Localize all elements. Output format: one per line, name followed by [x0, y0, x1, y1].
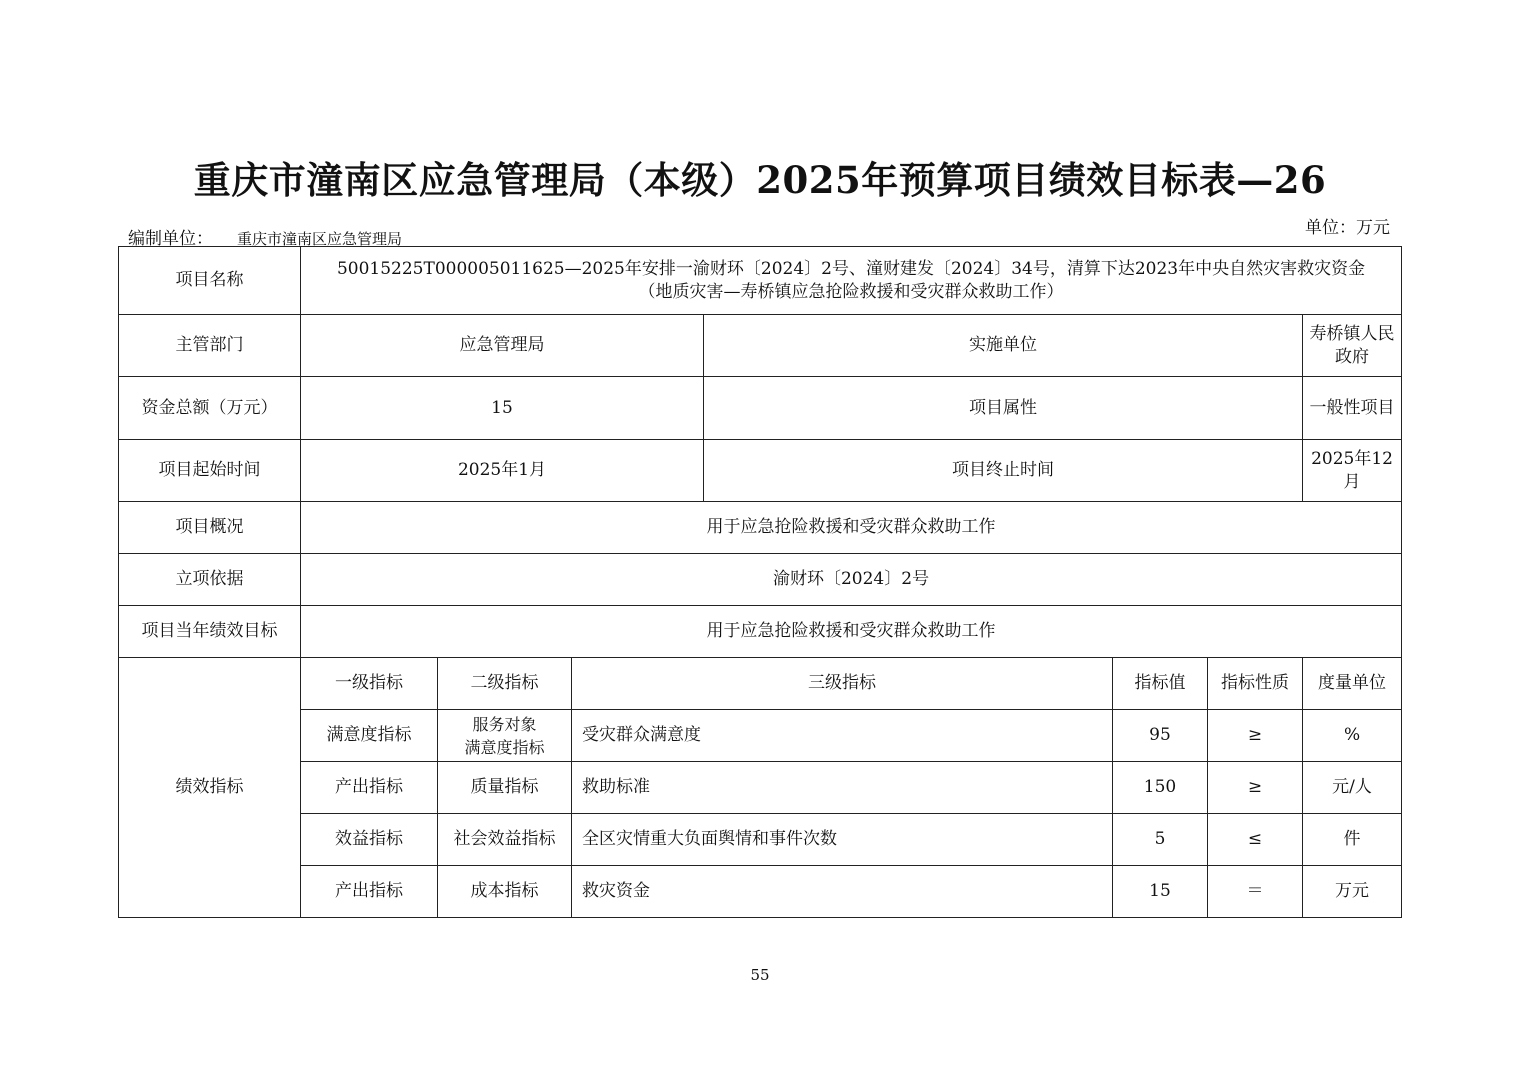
indicator-value: 15 [1113, 866, 1208, 918]
project-name-line2: （地质灾害—寿桥镇应急抢险救援和受灾群众救助工作） [638, 281, 1064, 302]
indicator-level1: 产出指标 [301, 762, 438, 814]
indicator-level2: 社会效益指标 [438, 814, 572, 866]
header-value: 指标值 [1113, 658, 1208, 710]
header-level3: 三级指标 [572, 658, 1113, 710]
dept-label: 主管部门 [119, 315, 301, 377]
end-label: 项目终止时间 [704, 440, 1303, 502]
indicator-level2: 成本指标 [438, 866, 572, 918]
row-goal [119, 606, 1402, 658]
indicator-level1: 满意度指标 [301, 710, 438, 762]
row-fund [119, 377, 1402, 440]
project-name-label: 项目名称 [119, 247, 301, 315]
indicator-level3: 救助标准 [572, 762, 1113, 814]
indicators-section-label: 绩效指标 [119, 658, 301, 918]
indicator-header-row [119, 658, 1402, 710]
header-level2: 二级指标 [438, 658, 572, 710]
basis-label: 立项依据 [119, 554, 301, 606]
indicator-value: 95 [1113, 710, 1208, 762]
header-unit: 度量单位 [1303, 658, 1402, 710]
start-label: 项目起始时间 [119, 440, 301, 502]
indicator-level2: 质量指标 [438, 762, 572, 814]
goal-value: 用于应急抢险救援和受灾群众救助工作 [301, 606, 1402, 658]
project-name-line1: 50015225T000005011625—2025年安排一渝财环〔2024〕2号、潼财建发〔2024〕34号，清算下达2023年中央自然灾害救灾资金 [336, 258, 1366, 279]
table-row [119, 710, 1402, 762]
table-row [119, 762, 1402, 814]
indicator-level3: 受灾群众满意度 [572, 710, 1113, 762]
page-title: 重庆市潼南区应急管理局（本级）2025年预算项目绩效目标表—26 [193, 158, 1327, 202]
indicator-unit: 元/人 [1303, 762, 1402, 814]
overview-label: 项目概况 [119, 502, 301, 554]
attr-label: 项目属性 [704, 377, 1303, 440]
attr-value: 一般性项目 [1303, 377, 1402, 440]
indicator-level1: 产出指标 [301, 866, 438, 918]
indicator-level2-line1: 服务对象 [472, 714, 537, 734]
org-value: 重庆市潼南区应急管理局 [237, 230, 403, 248]
performance-table [118, 246, 1402, 918]
row-basis [119, 554, 1402, 606]
end-value: 2025年12月 [1303, 440, 1402, 502]
page-number: 55 [750, 966, 770, 984]
row-time [119, 440, 1402, 502]
project-name-value [301, 247, 1402, 315]
overview-value: 用于应急抢险救援和受灾群众救助工作 [301, 502, 1402, 554]
org-label: 编制单位： [128, 229, 213, 249]
start-value: 2025年1月 [301, 440, 704, 502]
impl-label: 实施单位 [704, 315, 1303, 377]
table-row [119, 814, 1402, 866]
indicator-unit: 万元 [1303, 866, 1402, 918]
table-row [119, 866, 1402, 918]
indicator-nature: ≤ [1208, 814, 1303, 866]
dept-value: 应急管理局 [301, 315, 704, 377]
header-nature: 指标性质 [1208, 658, 1303, 710]
indicator-level2 [438, 710, 572, 762]
indicator-value: 5 [1113, 814, 1208, 866]
row-project-name [119, 247, 1402, 315]
header-level1: 一级指标 [301, 658, 438, 710]
fund-value: 15 [301, 377, 704, 440]
goal-label: 项目当年绩效目标 [119, 606, 301, 658]
impl-value: 寿桥镇人民政府 [1303, 315, 1402, 377]
indicator-level3: 救灾资金 [572, 866, 1113, 918]
indicator-level2-line2: 满意度指标 [464, 737, 545, 757]
indicator-unit: 件 [1303, 814, 1402, 866]
indicator-nature: ≥ [1208, 762, 1303, 814]
indicator-nature: ≥ [1208, 710, 1303, 762]
indicator-level3: 全区灾情重大负面舆情和事件次数 [572, 814, 1113, 866]
indicator-nature: ＝ [1208, 866, 1303, 918]
row-overview [119, 502, 1402, 554]
row-dept [119, 315, 1402, 377]
indicator-unit: % [1303, 710, 1402, 762]
indicator-value: 150 [1113, 762, 1208, 814]
fund-label: 资金总额（万元） [119, 377, 301, 440]
indicator-level1: 效益指标 [301, 814, 438, 866]
unit-label: 单位：万元 [1305, 218, 1390, 238]
basis-value: 渝财环〔2024〕2号 [301, 554, 1402, 606]
